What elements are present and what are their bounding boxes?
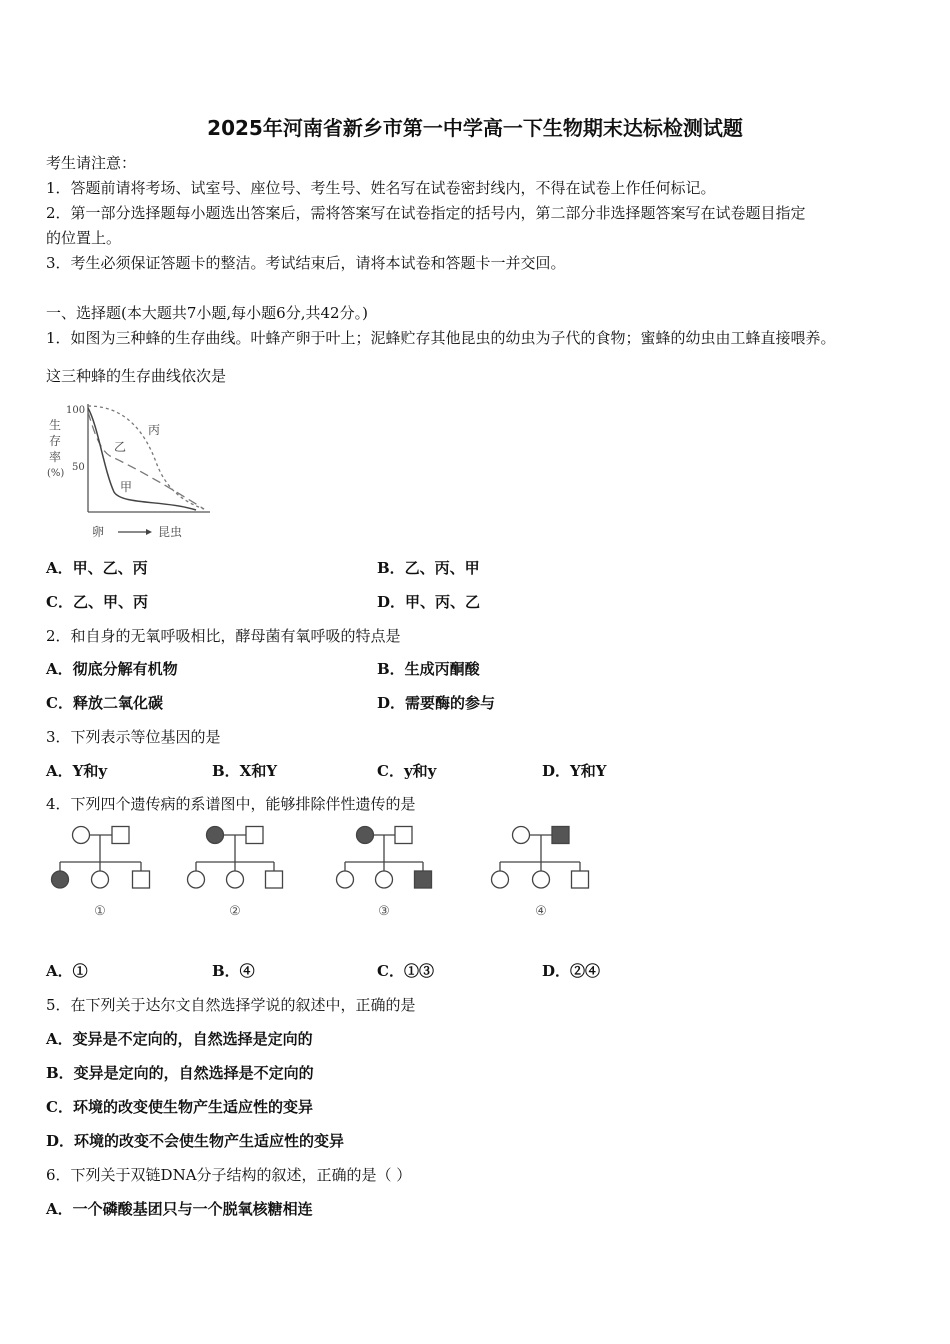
pedigree-figures xyxy=(40,818,610,928)
q3-option-b[interactable]: B．X和Y xyxy=(212,762,278,780)
page-title: 2025年河南省新乡市第一中学高一下生物期末达标检测试题 xyxy=(207,116,743,140)
q2-option-c[interactable]: C．释放二氧化碳 xyxy=(46,694,163,712)
notice-item-2: 2．第一部分选择题每小题选出答案后，需将答案写在试卷指定的括号内，第二部分非选择题答案写在试卷题目指定 xyxy=(46,204,806,222)
p2-child-female xyxy=(188,871,205,888)
notice-item-3: 3．考生必须保证答题卡的整洁。考试结束后，请将本试卷和答题卡一并交回。 xyxy=(46,254,566,272)
q2-option-d[interactable]: D．需要酶的参与 xyxy=(377,694,496,712)
p3-child-affected-male xyxy=(415,871,432,888)
p2-mother-affected xyxy=(207,827,224,844)
q2-stem: 2．和自身的无氧呼吸相比，酵母菌有氧呼吸的特点是 xyxy=(46,627,401,645)
ylabel-char: 生 xyxy=(49,418,62,432)
p4-father-affected xyxy=(552,827,569,844)
tick-100: 100 xyxy=(66,405,86,416)
q1-option-d[interactable]: D．甲、丙、乙 xyxy=(377,593,481,611)
notice-item-1: 1．答题前请将考场、试室号、座位号、考生号、姓名写在试卷密封线内，不得在试卷上作任何标记。 xyxy=(46,179,716,197)
pedigree-label-1: ① xyxy=(94,904,106,919)
q5-option-c[interactable]: C．环境的改变使生物产生适应性的变异 xyxy=(46,1098,313,1116)
ylabel-char: 率 xyxy=(49,450,62,464)
notice-item-2-cont: 的位置上。 xyxy=(46,229,122,247)
p4-child-female xyxy=(492,871,509,888)
q3-option-a[interactable]: A．Y和y xyxy=(46,762,108,780)
q5-option-a[interactable]: A．变异是不定向的，自然选择是定向的 xyxy=(46,1030,313,1048)
label-yi: 乙 xyxy=(114,440,127,454)
tick-50: 50 xyxy=(72,462,85,473)
x-arrow-head xyxy=(146,529,152,535)
q5-option-b[interactable]: B．变异是定向的，自然选择是不定向的 xyxy=(46,1064,314,1082)
curve-bing xyxy=(88,406,204,509)
q4-option-b[interactable]: B．④ xyxy=(212,962,255,980)
section-heading: 一、选择题(本大题共7小题,每小题6分,共42分。) xyxy=(46,304,368,322)
q1-option-b[interactable]: B．乙、丙、甲 xyxy=(377,559,480,577)
q6-stem: 6．下列关于双链DNA分子结构的叙述，正确的是（ ） xyxy=(46,1166,412,1184)
pedigree-2 xyxy=(188,827,283,889)
label-bing: 丙 xyxy=(148,423,161,437)
q1-option-a[interactable]: A．甲、乙、丙 xyxy=(46,559,148,577)
p3-father xyxy=(395,827,412,844)
pedigree-label-3: ③ xyxy=(378,904,390,919)
q4-option-a[interactable]: A．① xyxy=(46,962,88,980)
p3-child-female xyxy=(376,871,393,888)
p3-child-female xyxy=(337,871,354,888)
label-jia: 甲 xyxy=(120,480,133,494)
ylabel-char: 存 xyxy=(49,434,62,448)
p1-child-female xyxy=(92,871,109,888)
pedigree-4 xyxy=(492,827,589,889)
q6-option-a[interactable]: A．一个磷酸基团只与一个脱氧核糖相连 xyxy=(46,1200,313,1218)
x-start-label: 卵 xyxy=(92,525,105,539)
q1-stem: 1．如图为三种蜂的生存曲线。叶蜂产卵于叶上；泥蜂贮存其他昆虫的幼虫为子代的食物；蜜蜂的幼虫由工蜂直接喂养。 xyxy=(46,329,836,347)
p1-child-affected-female xyxy=(52,871,69,888)
q4-option-c[interactable]: C．①③ xyxy=(377,962,434,980)
q3-stem: 3．下列表示等位基因的是 xyxy=(46,728,221,746)
p1-father xyxy=(112,827,129,844)
q2-option-b[interactable]: B．生成丙酮酸 xyxy=(377,660,480,678)
curve-yi xyxy=(88,412,204,509)
pedigree-label-4: ④ xyxy=(535,904,547,919)
q1-option-c[interactable]: C．乙、甲、丙 xyxy=(46,593,148,611)
q4-stem: 4．下列四个遗传病的系谱图中，能够排除伴性遗传的是 xyxy=(46,795,416,813)
p1-mother xyxy=(73,827,90,844)
pedigree-3 xyxy=(337,827,432,889)
ylabel-char: (%) xyxy=(47,468,65,479)
notice-heading: 考生请注意： xyxy=(46,154,137,172)
p4-child-male xyxy=(572,871,589,888)
survival-curve-figure xyxy=(44,392,224,544)
p4-mother xyxy=(513,827,530,844)
q1-stem-cont: 这三种蜂的生存曲线依次是 xyxy=(46,367,227,385)
p2-child-female xyxy=(227,871,244,888)
q2-option-a[interactable]: A．彻底分解有机物 xyxy=(46,660,178,678)
x-end-label: 昆虫 xyxy=(158,525,183,539)
p2-father xyxy=(246,827,263,844)
pedigree-1 xyxy=(52,827,150,889)
q4-option-d[interactable]: D．②④ xyxy=(542,962,601,980)
p3-mother-affected xyxy=(357,827,374,844)
q5-option-d[interactable]: D．环境的改变不会使生物产生适应性的变异 xyxy=(46,1132,345,1150)
q5-stem: 5．在下列关于达尔文自然选择学说的叙述中，正确的是 xyxy=(46,996,416,1014)
p1-child-male xyxy=(133,871,150,888)
q3-option-c[interactable]: C．y和y xyxy=(377,762,437,780)
q3-option-d[interactable]: D．Y和Y xyxy=(542,762,607,780)
p4-child-female xyxy=(533,871,550,888)
pedigree-label-2: ② xyxy=(229,904,241,919)
p2-child-male xyxy=(266,871,283,888)
